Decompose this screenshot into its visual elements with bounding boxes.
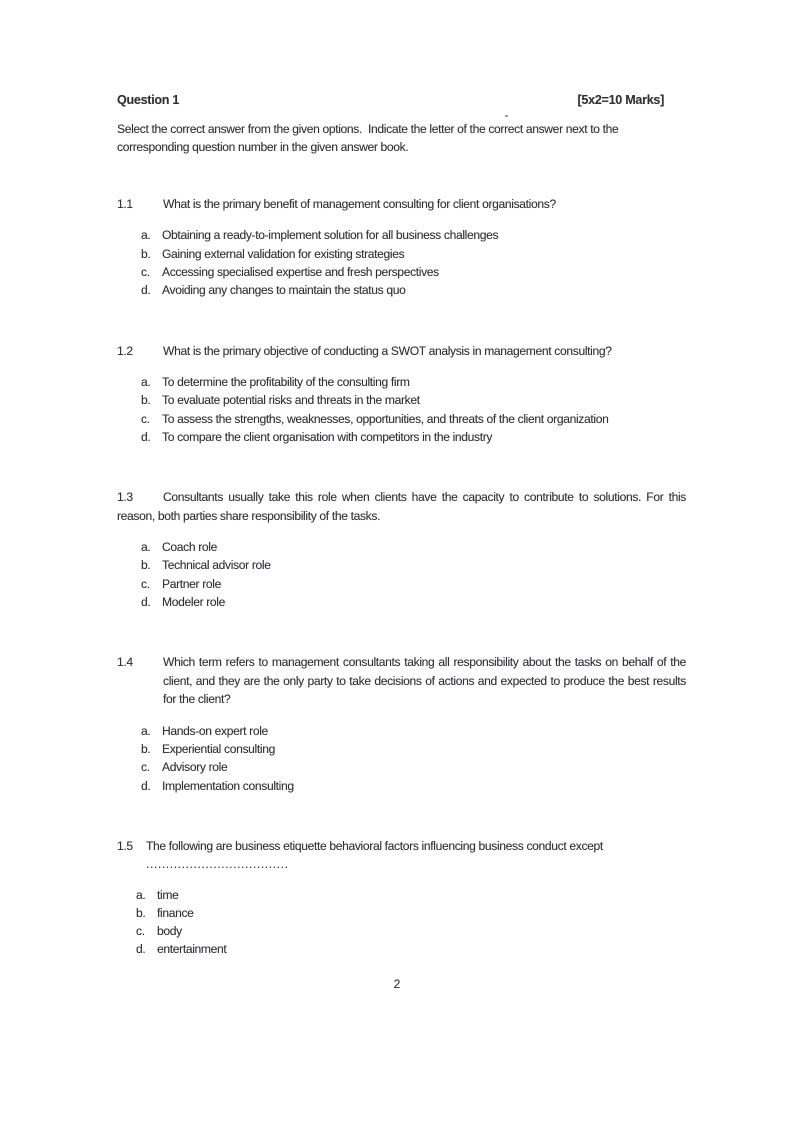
option-row	[117, 575, 686, 593]
option-text: Advisory role	[162, 760, 228, 775]
option-text: To assess the strengths, weaknesses, opportunities, and threats of the client organization	[162, 411, 609, 426]
options-list	[117, 722, 686, 795]
option-text: Partner role	[162, 576, 221, 591]
option-letter: b.	[141, 558, 151, 573]
option-row	[117, 373, 686, 391]
question-text-row	[117, 488, 686, 525]
option-text: Modeler role	[162, 595, 226, 610]
option-text: time	[157, 887, 179, 902]
option-letter: b.	[141, 246, 151, 261]
option-letter: c.	[141, 760, 150, 775]
option-text: Coach role	[162, 540, 217, 555]
question-block-1-4	[117, 653, 686, 795]
option-row	[117, 886, 686, 904]
option-text: Avoiding any changes to maintain the status quo	[162, 283, 406, 298]
option-text: Accessing specialised expertise and fresh perspectives	[162, 264, 439, 279]
fill-in-dotted-line: ....................................	[146, 856, 289, 871]
instructions-text: Select the correct answer from the given options. Indicate the letter of the correct answer next to the corresponding question number in the given answer book.	[117, 122, 622, 155]
option-letter: c.	[141, 411, 150, 426]
option-letter: a.	[141, 540, 151, 555]
option-letter: d.	[141, 429, 151, 444]
question-number: 1.1	[117, 196, 133, 211]
question-number: 1.4	[117, 655, 133, 670]
option-row	[117, 410, 686, 428]
option-row	[117, 226, 686, 244]
option-text: body	[157, 924, 182, 939]
option-row	[117, 904, 686, 922]
option-row	[117, 777, 686, 795]
question-text: Consultants usually take this role when clients have the capacity to contribute to solutions. For this reason, both parties share responsibility of the tasks.	[117, 490, 686, 523]
question-text-row	[117, 653, 686, 709]
option-text: finance	[157, 905, 194, 920]
option-row	[117, 722, 686, 740]
option-row	[117, 593, 686, 611]
question-number: 1.2	[117, 343, 133, 358]
question-text: Which term refers to management consultants taking all responsibility about the tasks on behalf of the client, and they are the only party to take decisions of actions and expected to produce the best results for the client?	[163, 655, 686, 707]
option-row	[117, 922, 686, 940]
question-number: 1.5	[117, 839, 133, 854]
option-text: Gaining external validation for existing strategies	[162, 246, 405, 261]
option-letter: b.	[141, 742, 151, 757]
option-letter: d.	[141, 595, 151, 610]
option-row	[117, 391, 686, 409]
question-header	[117, 93, 686, 107]
question-text-row	[117, 837, 686, 873]
option-text: Experiential consulting	[162, 742, 275, 757]
option-row	[117, 758, 686, 776]
option-letter: c.	[141, 264, 150, 279]
options-list	[117, 226, 686, 299]
option-letter: d.	[141, 283, 151, 298]
question-text: The following are business etiquette behavioral factors influencing business conduct except	[146, 839, 603, 854]
question-text-row	[117, 195, 686, 214]
question-block-1-3	[117, 488, 686, 611]
question-block-1-2	[117, 342, 686, 447]
question-block-1-5	[117, 837, 686, 959]
question-text-row	[117, 342, 686, 361]
option-row	[117, 538, 686, 556]
question-block-1-1	[117, 195, 686, 300]
option-text: Obtaining a ready-to-implement solution for all business challenges	[162, 228, 499, 243]
option-text: entertainment	[157, 942, 227, 957]
option-row	[117, 940, 686, 958]
option-text: Implementation consulting	[162, 778, 294, 793]
page-content	[117, 93, 686, 959]
page-number: 2	[393, 977, 401, 991]
option-row	[117, 556, 686, 574]
option-letter: d.	[141, 778, 151, 793]
question-text: What is the primary objective of conducting a SWOT analysis in management consulting?	[163, 343, 612, 358]
option-row	[117, 740, 686, 758]
option-letter: b.	[141, 393, 151, 408]
option-text: To compare the client organisation with competitors in the industry	[162, 429, 493, 444]
option-text: To evaluate potential risks and threats in the market	[162, 393, 420, 408]
option-row	[117, 281, 686, 299]
options-list	[117, 538, 686, 611]
option-letter: c.	[141, 576, 150, 591]
option-text: To determine the profitability of the consulting firm	[162, 375, 410, 389]
option-letter: d.	[136, 942, 146, 957]
question-text: What is the primary benefit of management consulting for client organisations?	[163, 196, 556, 211]
question-title: Question 1	[117, 93, 180, 107]
question-number: 1.3	[117, 490, 133, 505]
option-letter: b.	[136, 905, 146, 920]
option-text: Hands-on expert role	[162, 723, 268, 738]
option-letter: a.	[141, 375, 151, 389]
option-row	[117, 428, 686, 446]
option-text: Technical advisor role	[162, 558, 271, 573]
option-letter: a.	[141, 723, 151, 738]
options-list	[117, 886, 686, 959]
marks-label: [5x2=10 Marks]	[577, 93, 664, 107]
option-row	[117, 263, 686, 281]
options-list	[117, 373, 686, 446]
option-row	[117, 245, 686, 263]
option-letter: c.	[136, 924, 145, 939]
option-letter: a.	[141, 228, 151, 243]
option-letter: a.	[136, 887, 146, 902]
